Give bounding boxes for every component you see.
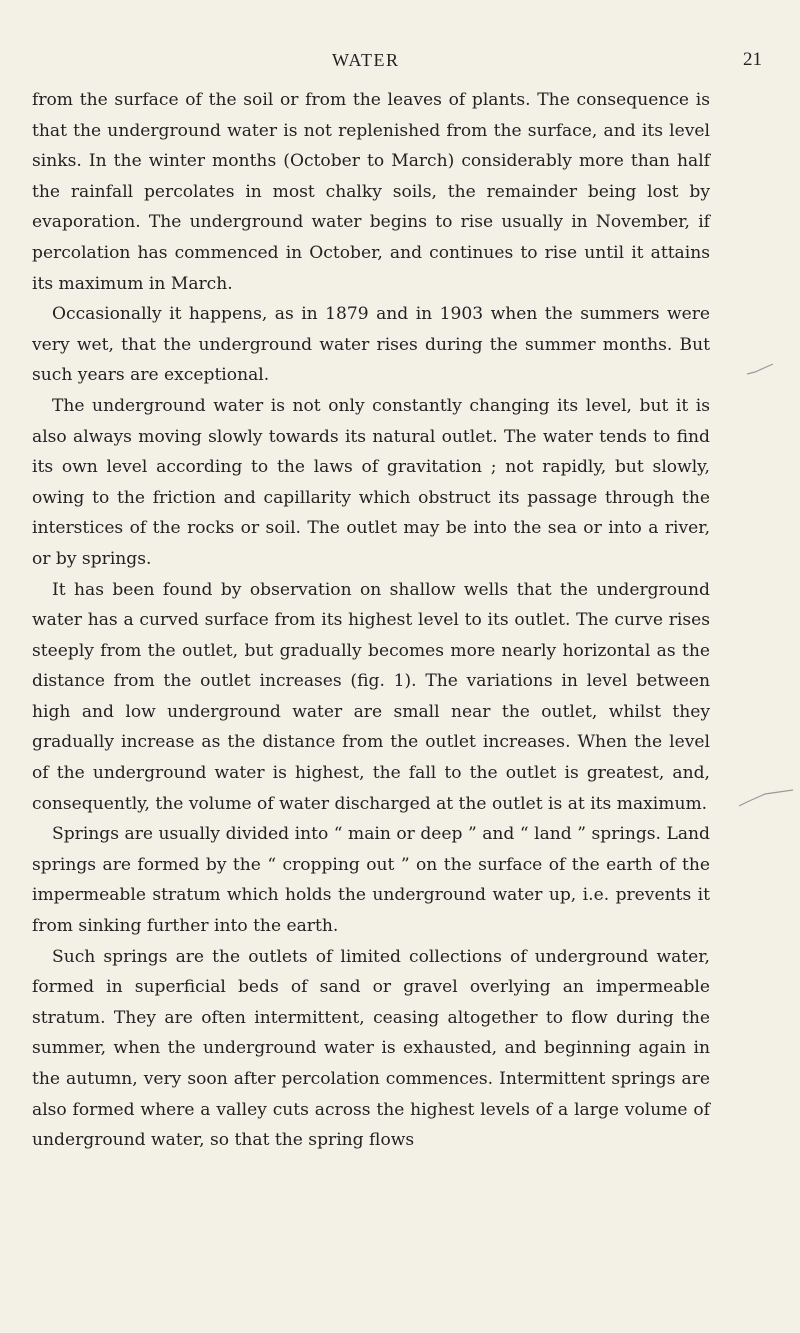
body-text <box>32 85 710 1156</box>
paragraph: Springs are usually divided into “ main or deep ” and “ land ” springs. Land springs are formed by the “ cropping out ” on the surface of the earth of the impermeable stratum which holds the underground water up, i.e. prevents it from sinking further into the earth. <box>32 824 710 937</box>
margin-pencil-mark <box>745 362 775 382</box>
page-number: 21 <box>743 49 762 70</box>
paragraph: Occasionally it happens, as in 1879 and in 1903 when the summers were very wet, that the underground water rises during the summer months. But such years are exceptional. <box>32 304 710 386</box>
paragraph: It has been found by observation on shallow wells that the underground water has a curved surface from its highest level to its outlet. The curve rises steeply from the outlet, but gradually becomes more nearly horizontal as the distance from the outlet increases (fig. 1). The variations in level between high and low underground water are small near the outlet, whilst they gradually increase as the distance from the outlet increases. When the level of the underground water is highest, the fall to the outlet is greatest, and, consequently, the volume of water discharged at the outlet is at its maximum. <box>32 579 710 814</box>
margin-pencil-mark <box>735 788 795 812</box>
paragraph: The underground water is not only constantly changing its level, but it is also always moving slowly towards its natural outlet. The water tends to find its own level according to the laws of gravitation ; not rapidly, but slowly, owing to the friction and capillarity which obstruct its passage through the interstices of the rocks or soil. The outlet may be into the sea or into a river, or by springs. <box>32 395 710 569</box>
running-head: WATER <box>332 50 400 70</box>
paragraph: from the surface of the soil or from the leaves of plants. The consequence is that the underground water is not replenished from the surface, and its level sinks. In the winter months (October to March) considerably more than half the rainfall percolates in most chalky soils, the remainder being lost by evaporation. The underground water begins to rise usually in November, if percolation has commenced in October, and continues to rise until it attains its maximum in March. <box>32 90 710 294</box>
paragraph: Such springs are the outlets of limited collections of underground water, formed in superficial beds of sand or gravel overlying an impermeable stratum. They are often intermittent, ceasing altogether to flow during the summer, when the underground water is exhausted, and beginning again in the autumn, very soon after percolation commences. Intermittent springs are also formed where a valley cuts across the highest levels of a large volume of underground water, so that the spring flows <box>32 946 710 1151</box>
